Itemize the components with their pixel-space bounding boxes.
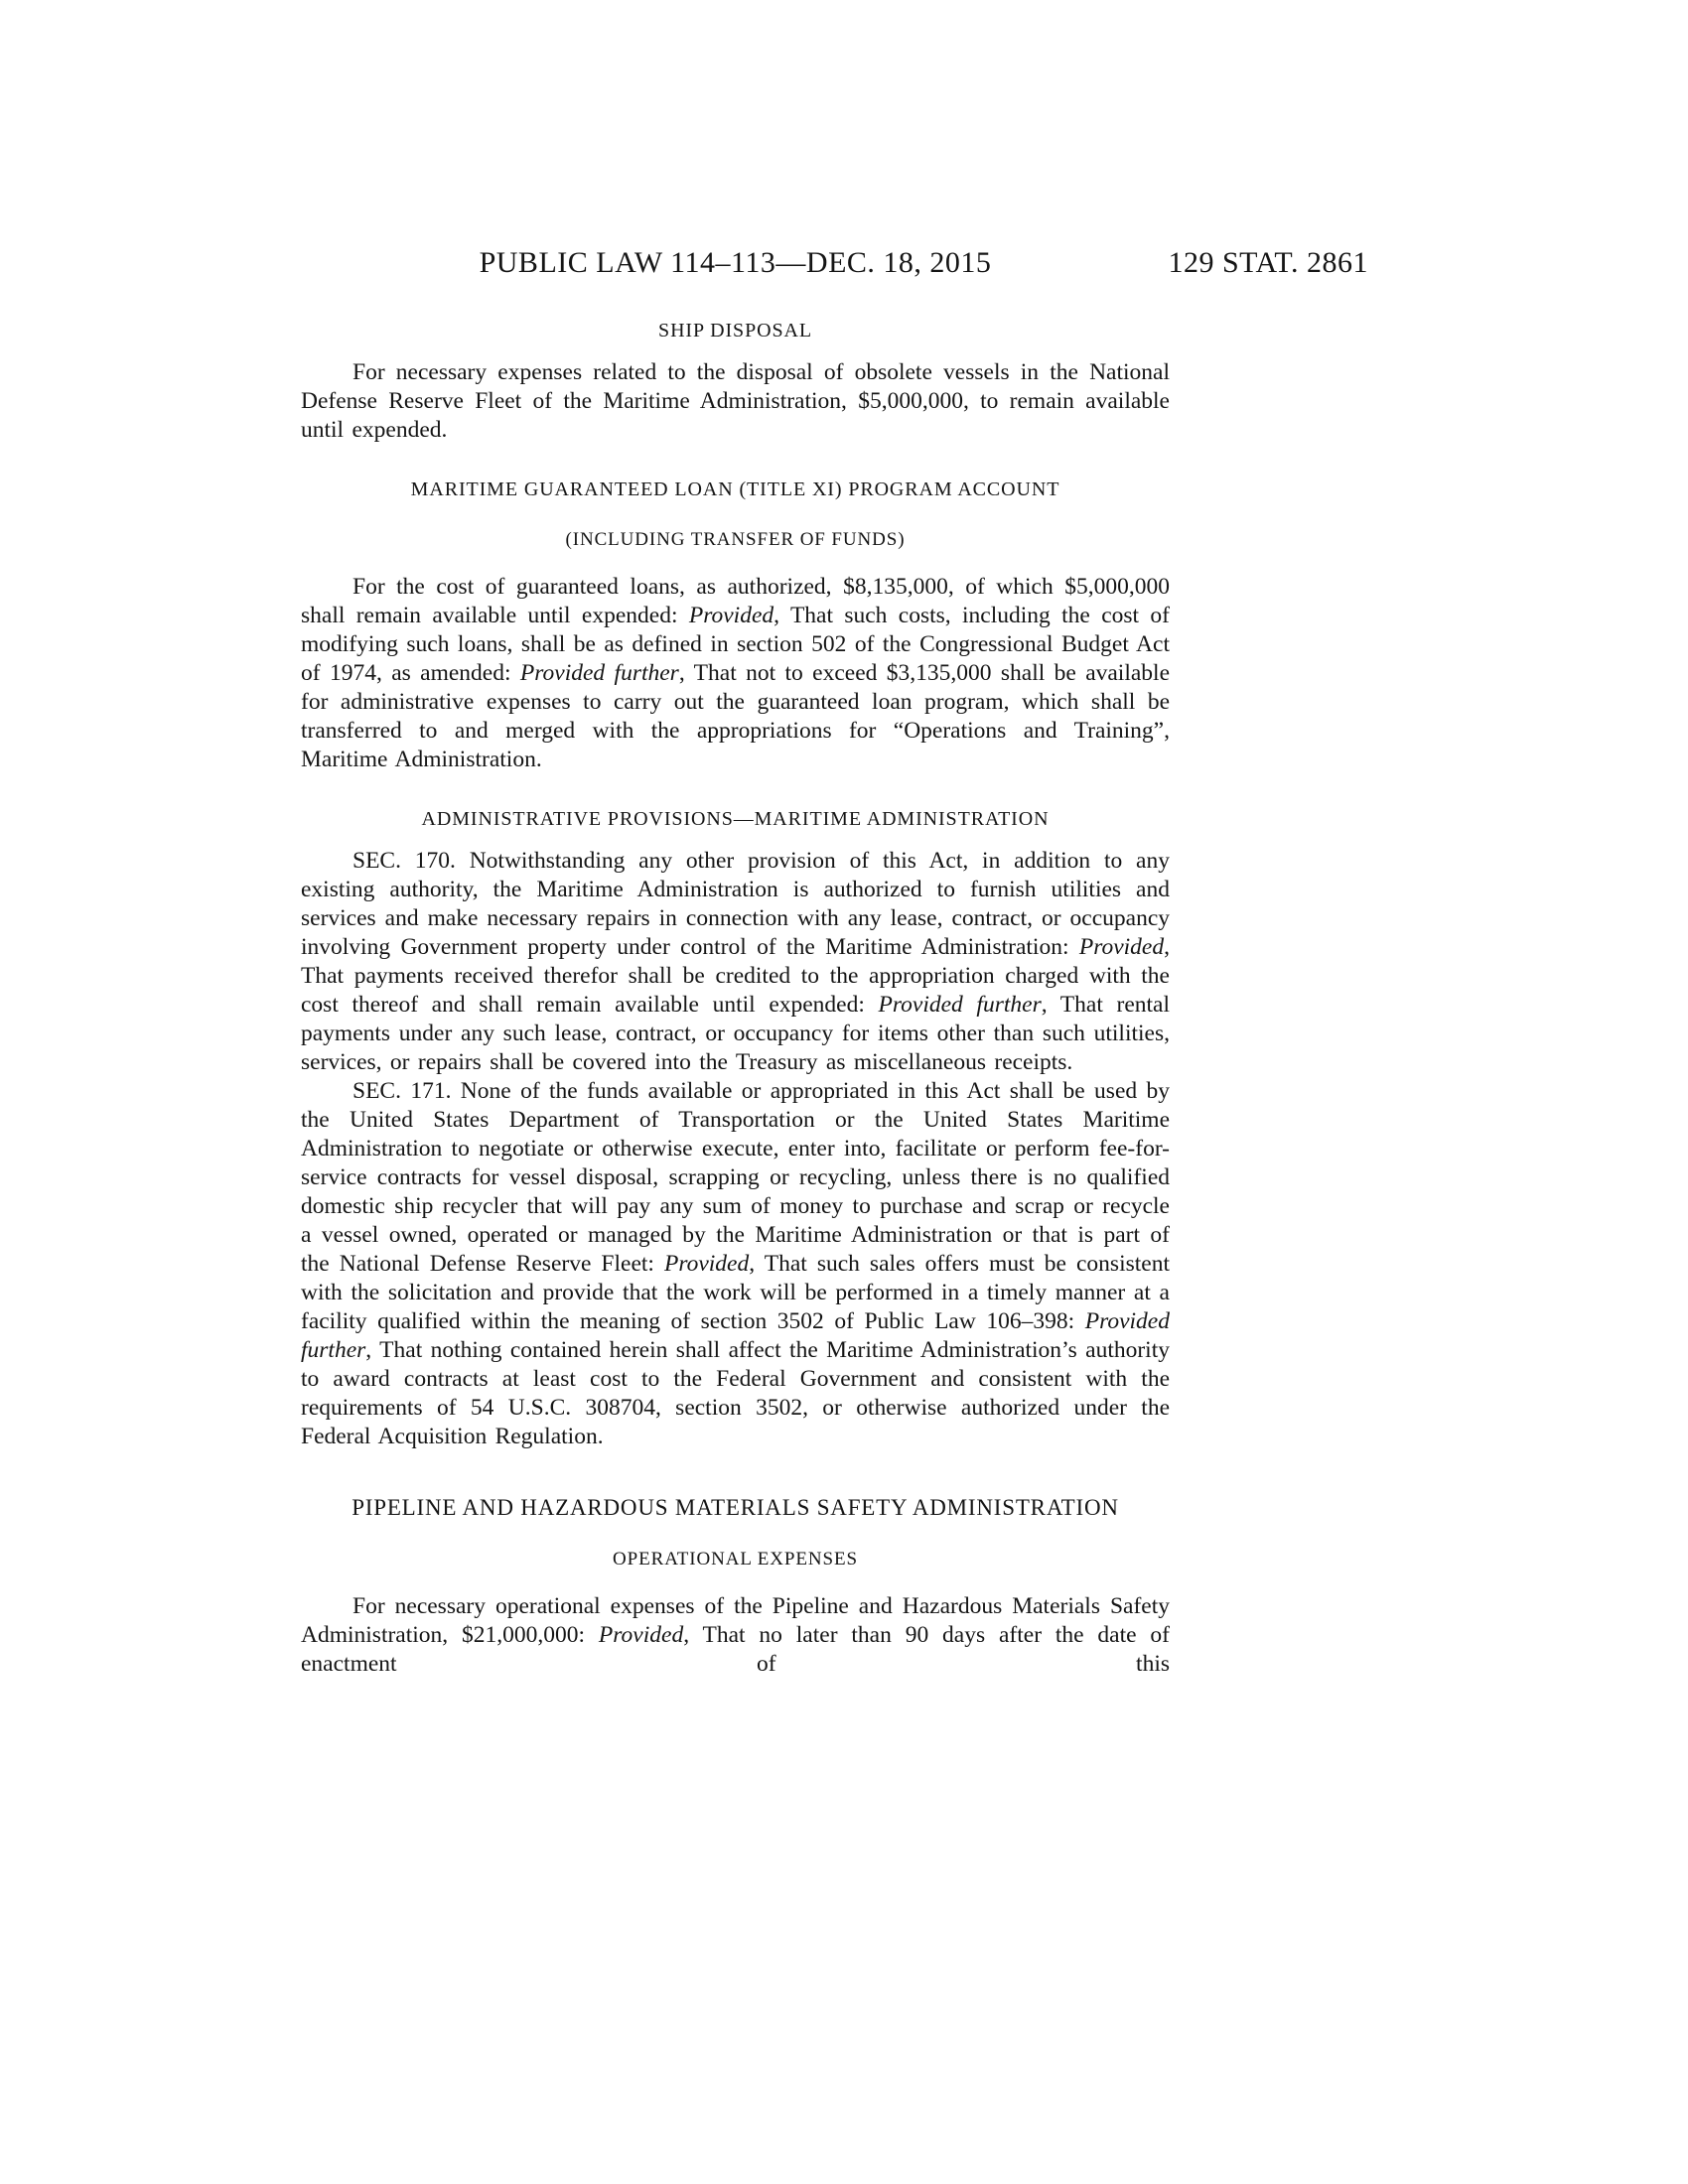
document-body — [301, 320, 1170, 1679]
provided-clause-italic: Provided — [663, 1251, 750, 1277]
text-run: , That rental payments under any such lease, contract, or occupancy for items other than such utilities, services, or repairs shall be covered into the Treasury as miscellaneous receipts. — [301, 992, 1171, 1075]
running-head-law-title: PUBLIC LAW 114–113—DEC. 18, 2015 — [479, 246, 992, 279]
provided-clause-italic: Provided — [1078, 934, 1165, 960]
text-run: , That payments received therefor shall be credited to the appropriation charged with the cost thereof and shall remain available until expended: — [301, 934, 1170, 1018]
text-run: , That not to exceed $3,135,000 shall be available for administrative expenses to carry out the guaranteed loan program, which shall be transferred to and merged with the appropriations for “Operations and Training”, Maritime Administration. — [301, 660, 1171, 772]
text-run: For necessary operational expenses of the Pipeline and Hazardous Materials Safety Administration, $21,000,000: — [301, 1593, 1170, 1648]
text-run: SEC. 171. None of the funds available or appropriated in this Act shall be used by the United States Department of Transportation or the United States Maritime Administration to negotiate or otherwise execute, enter into, facilitate or perform fee-for-service contracts for vessel disposal, scrapping or recycling, unless there is no qualified domestic ship recycler that will pay any sum of money to purchase and scrap or recycle a vessel owned, operated or managed by the Maritime Administration or that is part of the National Defense Reserve Fleet: — [301, 1078, 1170, 1277]
text-run: For the cost of guaranteed loans, as authorized, $8,135,000, of which $5,000,000 shall remain available until expended: — [301, 574, 1170, 628]
sub-heading: OPERATIONAL EXPENSES — [613, 1549, 858, 1570]
provided-clause-italic: Provided — [688, 603, 774, 628]
text-run: For necessary expenses related to the disposal of obsolete vessels in the National Defense Reserve Fleet of the Maritime Administration, $5,000,000, to remain available until expended. — [301, 359, 1170, 443]
account-heading: ADMINISTRATIVE PROVISIONS—MARITIME ADMINISTRATION — [421, 808, 1050, 830]
account-heading: MARITIME GUARANTEED LOAN (TITLE XI) PROGRAM ACCOUNT — [410, 478, 1060, 500]
sub-heading: (INCLUDING TRANSFER OF FUNDS) — [565, 529, 906, 550]
paragraph — [301, 573, 1170, 774]
text-run: , That no later than 90 days after the date of enactment of this — [301, 1622, 1171, 1677]
provided-clause-italic: Provided further — [301, 1308, 1170, 1363]
provided-clause-italic: Provided further — [878, 992, 1042, 1018]
paragraph — [301, 358, 1170, 445]
provided-clause-italic: Provided — [598, 1622, 684, 1648]
text-run: , That such costs, including the cost of modifying such loans, shall be as defined in section 502 of the Congressional Budget Act of 1974, as amended: — [301, 603, 1170, 686]
account-heading: SHIP DISPOSAL — [658, 320, 812, 341]
paragraph — [301, 1592, 1170, 1679]
text-run: SEC. 170. Notwithstanding any other provision of this Act, in addition to any existing authority, the Maritime Administration is authorized to furnish utilities and services and make necessary repairs in connection with any lease, contract, or occupancy involving Government property under control of the Maritime Administration: — [301, 848, 1170, 960]
paragraph — [301, 1077, 1170, 1451]
provided-clause-italic: Provided further — [519, 660, 679, 686]
paragraph — [301, 847, 1170, 1077]
text-run: , That such sales offers must be consistent with the solicitation and provide that the work will be performed in a timely manner at a facility qualified within the meaning of section 3502 of Public Law 106–398: — [301, 1251, 1170, 1334]
stat-page-number: 129 STAT. 2861 — [1168, 246, 1368, 279]
agency-heading: PIPELINE AND HAZARDOUS MATERIALS SAFETY ADMINISTRATION — [352, 1495, 1119, 1520]
text-run: , That nothing contained herein shall affect the Maritime Administration’s authority to award contracts at least cost to the Federal Government and consistent with the requirements of 54 U.S.C. 308704, section 3502, or otherwise authorized under the Federal Acquisition Regulation. — [301, 1337, 1170, 1449]
